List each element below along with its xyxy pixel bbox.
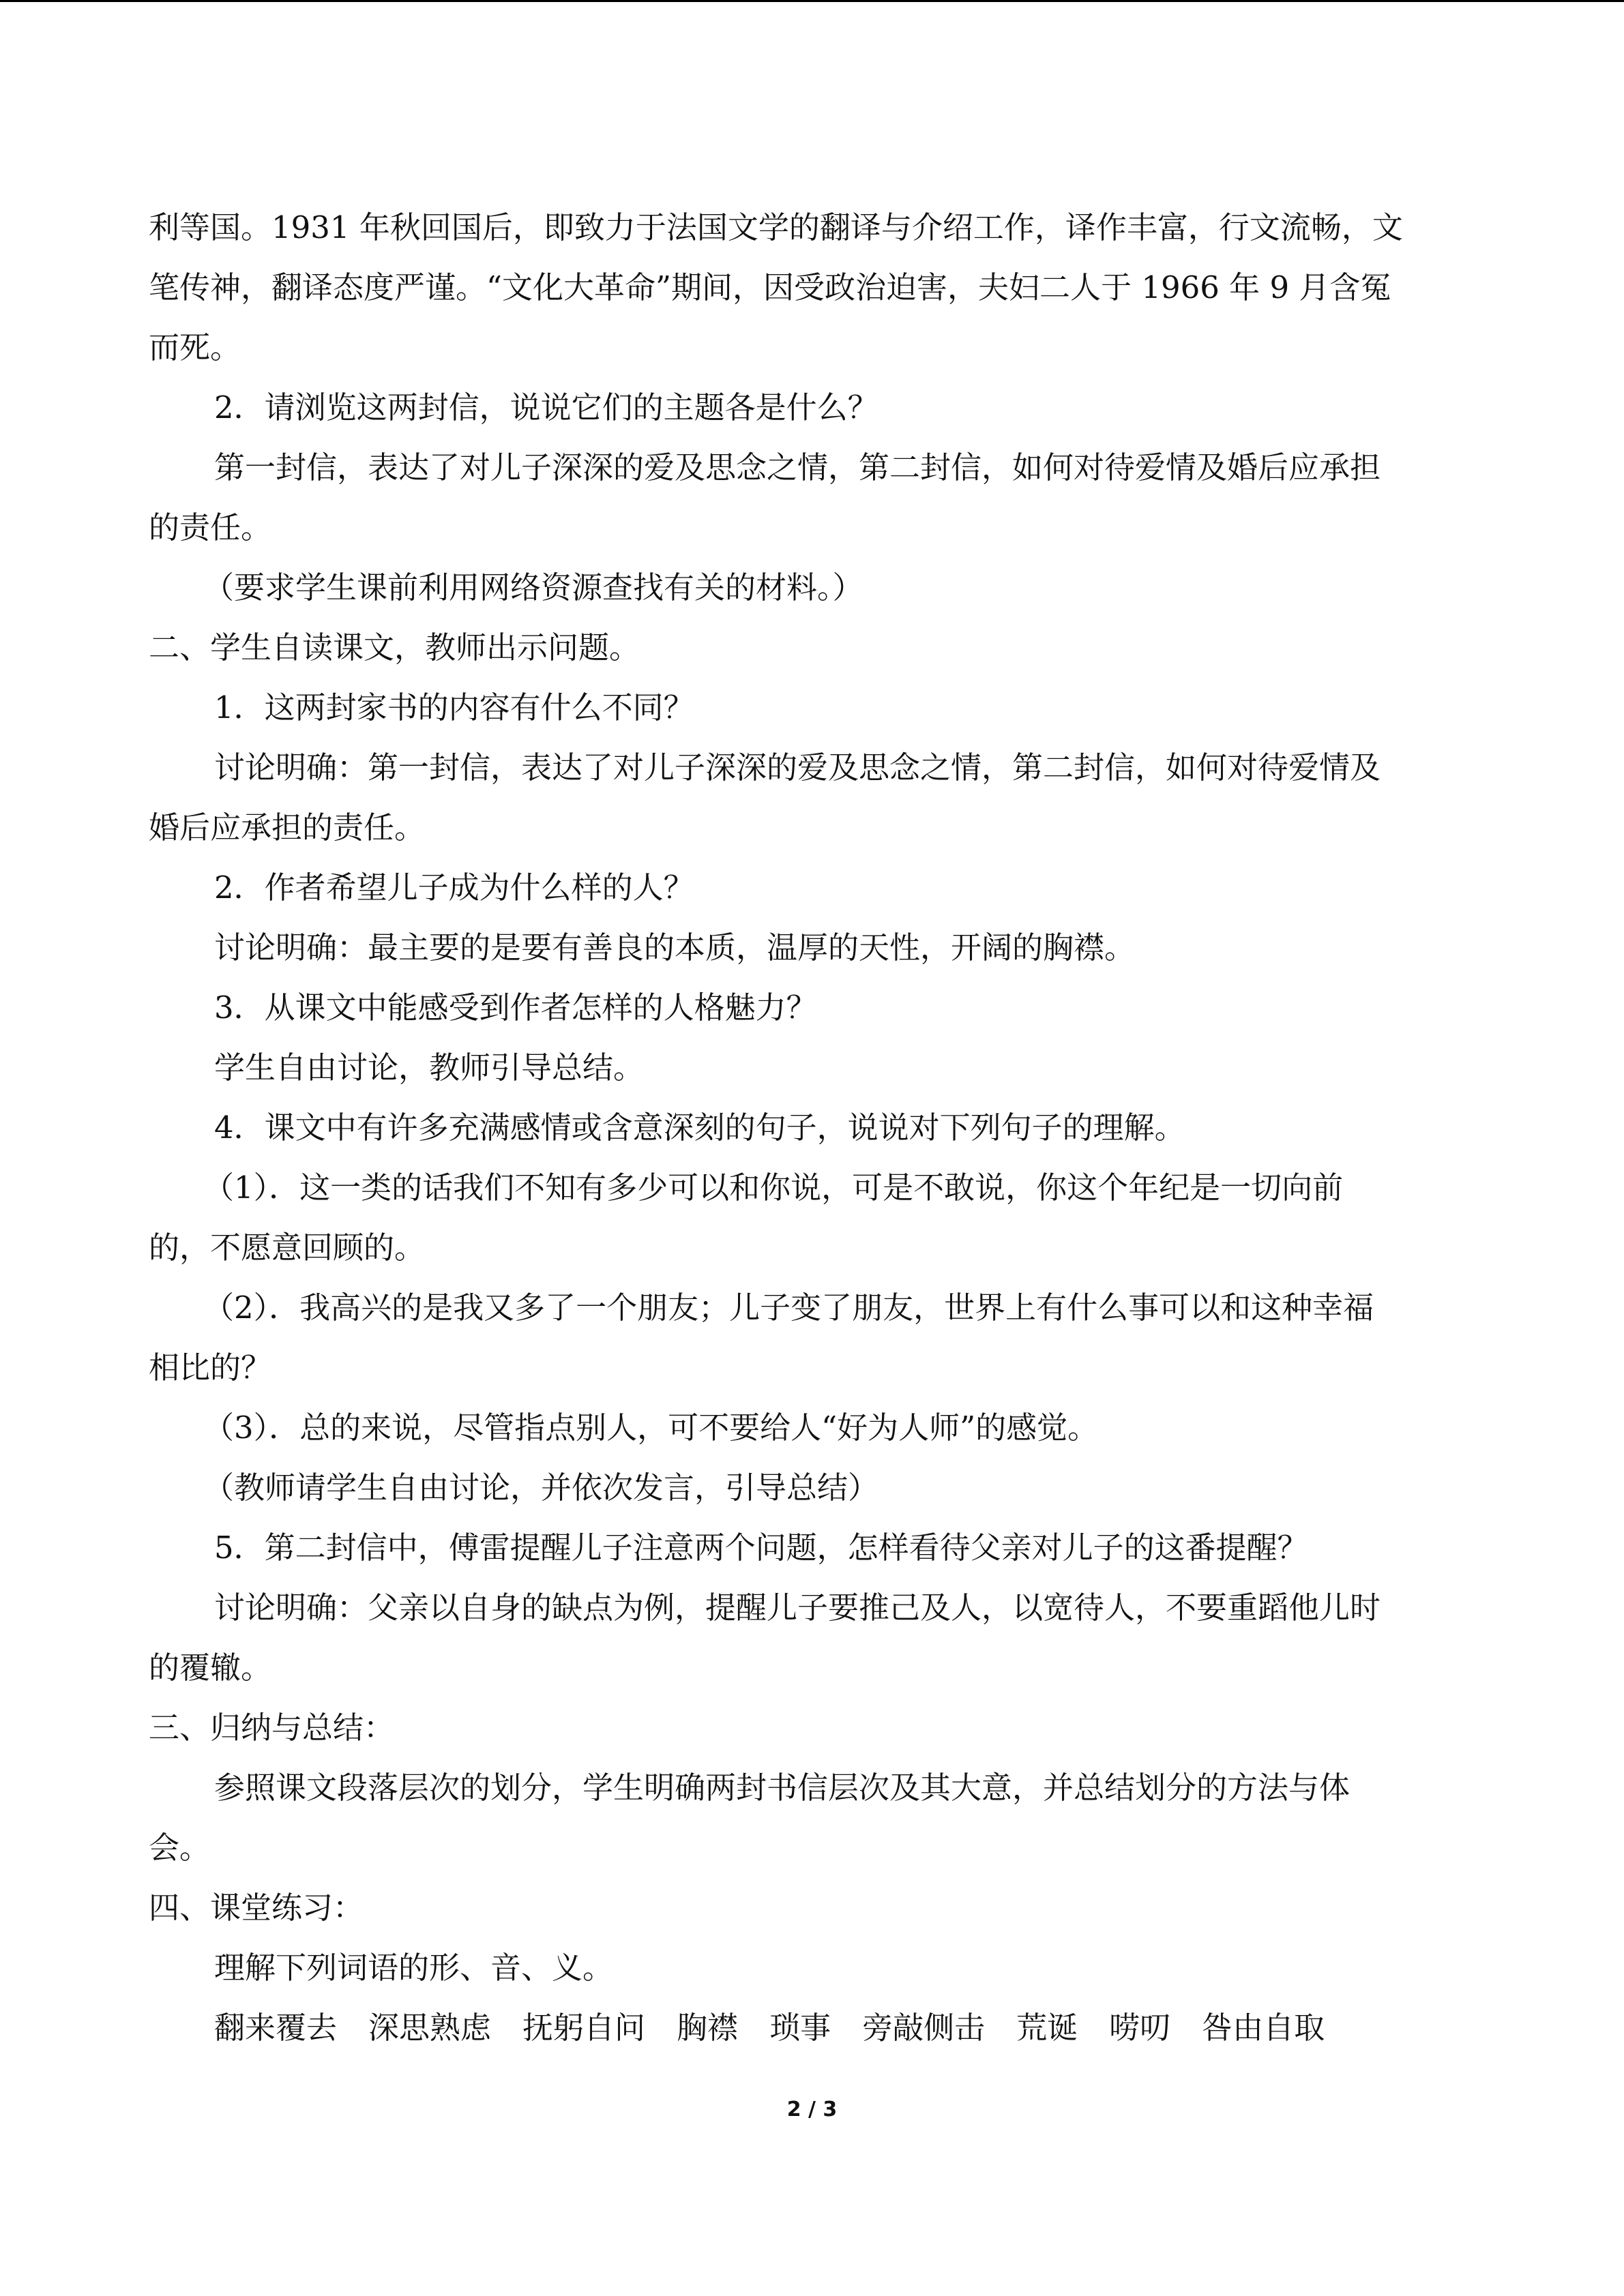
- text-line: 讨论明确：第一封信，表达了对儿子深深的爱及思念之情，第二封信，如何对待爱情及: [214, 749, 1381, 786]
- text-line: 2．作者希望儿子成为什么样的人？: [214, 869, 694, 906]
- text-line: 三、归纳与总结：: [149, 1710, 395, 1746]
- text-line: 笔传神，翻译态度严谨。“文化大革命”期间，因受政治迫害，夫妇二人于 1966 年 9 月含冤: [149, 269, 1391, 305]
- text-line: （3）．总的来说，尽管指点别人，可不要给人“好为人师”的感觉。: [203, 1410, 1099, 1446]
- text-line: 二、学生自读课文，教师出示问题。: [149, 629, 640, 666]
- vocab-word: 琐事: [769, 2010, 831, 2046]
- text-line: 1．这两封家书的内容有什么不同？: [214, 689, 694, 726]
- text-line: 的责任。: [149, 509, 272, 546]
- text-line: 的，不愿意回顾的。: [149, 1229, 426, 1266]
- text-line: 的覆辙。: [149, 1650, 272, 1686]
- text-line: （1）．这一类的话我们不知有多少可以和你说，可是不敢说，你这个年纪是一切向前: [203, 1169, 1344, 1206]
- text-line: 相比的？: [149, 1350, 272, 1386]
- text-line: 讨论明确：父亲以自身的缺点为例，提醒儿子要推己及人，以宽待人，不要重蹈他儿时: [214, 1590, 1381, 1626]
- text-line: （2）．我高兴的是我又多了一个朋友；儿子变了朋友，世界上有什么事可以和这种幸福: [203, 1289, 1374, 1326]
- vocab-word: 唠叨: [1109, 2010, 1171, 2046]
- vocab-word: 深思熟虑: [368, 2010, 492, 2046]
- text-line: 理解下列词语的形、音、义。: [214, 1950, 614, 1986]
- vocabulary-list: [149, 1998, 1458, 2058]
- text-line: 2．请浏览这两封信，说说它们的主题各是什么？: [214, 389, 879, 426]
- top-border: [0, 0, 1624, 2]
- text-line: 讨论明确：最主要的是要有善良的本质，温厚的天性，开阔的胸襟。: [214, 929, 1136, 966]
- text-line: （要求学生课前利用网络资源查找有关的材料。）: [203, 569, 863, 606]
- vocab-word: 胸襟: [677, 2010, 739, 2046]
- text-line: 5．第二封信中，傅雷提醒儿子注意两个问题，怎样看待父亲对儿子的这番提醒？: [214, 1530, 1308, 1566]
- text-line: （教师请学生自由讨论，并依次发言，引导总结）: [203, 1470, 879, 1506]
- page-number: 2 / 3: [786, 2098, 838, 2121]
- vocab-word: 咎由自取: [1202, 2010, 1325, 2046]
- vocab-word: 抚躬自问: [522, 2010, 646, 2046]
- text-line: 第一封信，表达了对儿子深深的爱及思念之情，第二封信，如何对待爱情及婚后应承担: [214, 449, 1381, 486]
- text-line: 利等国。1931 年秋回国后，即致力于法国文学的翻译与介绍工作，译作丰富，行文流畅，文: [149, 209, 1403, 245]
- document-body: [149, 198, 1458, 2058]
- text-lines: [149, 198, 1458, 1998]
- text-line: 学生自由讨论，教师引导总结。: [214, 1049, 645, 1086]
- text-line: 而死。: [149, 329, 241, 366]
- text-line: 婚后应承担的责任。: [149, 809, 426, 846]
- text-line: 4．课文中有许多充满感情或含意深刻的句子，说说对下列句子的理解。: [214, 1109, 1185, 1146]
- vocab-word: 翻来覆去: [214, 2010, 338, 2046]
- text-line: 会。: [149, 1830, 211, 1866]
- vocab-word: 旁敲侧击: [862, 2010, 986, 2046]
- text-line: 四、课堂练习：: [149, 1890, 364, 1926]
- vocab-word: 荒诞: [1016, 2010, 1078, 2046]
- text-line: 3．从课文中能感受到作者怎样的人格魅力？: [214, 989, 817, 1026]
- text-line: 参照课文段落层次的划分，学生明确两封书信层次及其大意，并总结划分的方法与体: [214, 1770, 1350, 1806]
